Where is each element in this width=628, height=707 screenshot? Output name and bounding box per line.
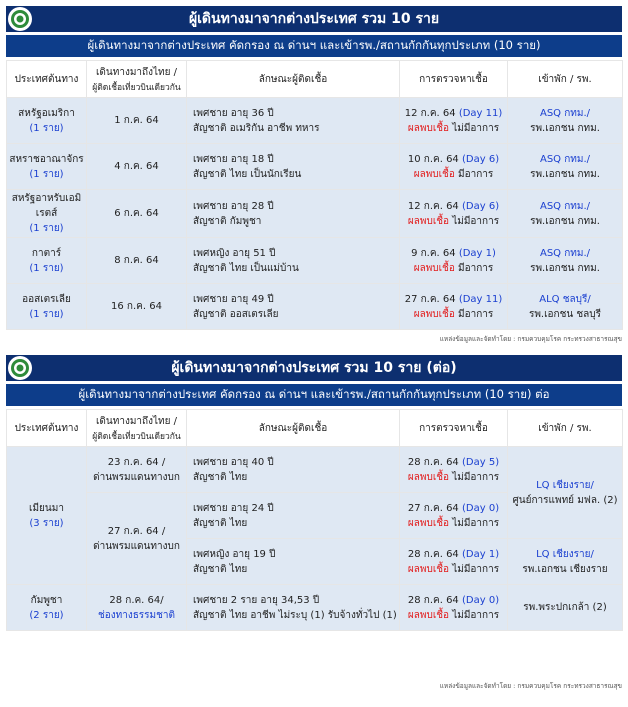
- case-count: (1 ราย): [29, 223, 64, 234]
- detail-line-1: เพศชาย อายุ 36 ปี: [193, 107, 274, 119]
- hospital: รพ.เอกชน กทม.: [530, 215, 600, 227]
- stay-cell: [508, 98, 623, 144]
- hospital: รพ.เอกชน กทม.: [530, 122, 600, 134]
- quarantine-place: LQ เชียงราย/: [536, 548, 594, 560]
- test-cell: [400, 447, 508, 493]
- test-cell: [400, 493, 508, 539]
- panel-1-subtitle: ผู้เดินทางมาจากต่างประเทศ คัดกรอง ณ ด่านฯ และเข้ารพ./สถานกักกันทุกประเภท (10 ราย): [6, 35, 622, 57]
- symptom-status: ไม่มีอาการ: [449, 517, 500, 529]
- test-date: 27 ก.ค. 64: [407, 502, 459, 514]
- test-result: ผลพบเชื้อ: [407, 122, 450, 134]
- source-note: แหล่งข้อมูลและจัดทำโดย : กรมควบคุมโรค กระทรวงสาธารณสุข: [439, 335, 622, 343]
- detail-line-1: เพศชาย อายุ 24 ปี: [193, 502, 274, 514]
- country-name: สหรัฐอเมริกา: [18, 107, 75, 119]
- symptom-status: มีอาการ: [454, 308, 494, 320]
- quarantine-place: ASQ กทม./: [539, 200, 591, 212]
- hospital: รพ.เอกชน ชลบุรี: [528, 308, 602, 320]
- table-row: [7, 447, 623, 493]
- table-row: [7, 238, 623, 284]
- arrival-date: 4 ก.ค. 64: [87, 144, 187, 190]
- stay-cell: [508, 539, 623, 585]
- test-date: 10 ก.ค. 64: [407, 153, 459, 165]
- test-day: (Day 6): [462, 200, 500, 212]
- country-cell: [7, 284, 87, 330]
- test-date: 27 ก.ค. 64: [404, 293, 456, 305]
- country-name: ออสเตรเลีย: [22, 293, 71, 305]
- test-cell: [400, 144, 508, 190]
- test-cell: [400, 238, 508, 284]
- arrival-channel: ด่านพรมแดนทางบก: [93, 471, 180, 483]
- table-row: [7, 190, 623, 238]
- test-date: 28 ก.ค. 64: [407, 456, 459, 468]
- case-count: (1 ราย): [29, 122, 64, 134]
- test-day: (Day 11): [458, 107, 503, 119]
- table-header-row: [7, 410, 623, 447]
- arrival-date: 8 ก.ค. 64: [87, 238, 187, 284]
- test-cell: [400, 284, 508, 330]
- detail-line-2: สัญชาติ ไทย เป็นแม่บ้าน: [193, 262, 299, 274]
- detail-line-1: เพศชาย อายุ 40 ปี: [193, 456, 274, 468]
- test-result: ผลพบเชื้อ: [407, 471, 450, 483]
- table-header-row: [7, 61, 623, 98]
- stay-cell: [508, 447, 623, 539]
- quarantine-place: LQ เชียงราย/: [536, 479, 594, 491]
- test-result: ผลพบเชื้อ: [413, 262, 455, 274]
- quarantine-place: ASQ กทม./: [539, 247, 591, 259]
- detail-line-2: สัญชาติ อเมริกัน อาชีพ ทหาร: [193, 122, 320, 134]
- test-day: (Day 1): [462, 548, 500, 560]
- country-name: สหรัฐอาหรับเอมิเรตส์: [11, 193, 82, 219]
- test-day: (Day 0): [462, 594, 500, 606]
- patient-detail: [187, 447, 400, 493]
- test-day: (Day 11): [458, 293, 503, 305]
- arrival-channel: ด่านพรมแดนทางบก: [93, 540, 180, 552]
- panel-1-table: [6, 60, 623, 330]
- symptom-status: ไม่มีอาการ: [449, 122, 500, 134]
- header-detail: ลักษณะผู้ติดเชื้อ: [187, 61, 400, 98]
- arrival-date: [87, 447, 187, 493]
- hospital: รพ.พระปกเกล้า (2): [523, 602, 607, 613]
- detail-line-2: สัญชาติ ออสเตรเลีย: [193, 308, 279, 320]
- quarantine-place: ASQ กทม./: [539, 153, 591, 165]
- header-stay: เข้าพัก / รพ.: [508, 410, 623, 447]
- panel-1-title-bar: [6, 6, 622, 32]
- header-country: ประเทศต้นทาง: [7, 410, 87, 447]
- arrival-date: [87, 585, 187, 631]
- test-date: 28 ก.ค. 64: [407, 548, 459, 560]
- header-stay: เข้าพัก / รพ.: [508, 61, 623, 98]
- country-cell: [7, 585, 87, 631]
- country-cell: [7, 144, 87, 190]
- source-note: แหล่งข้อมูลและจัดทำโดย : กรมควบคุมโรค กระทรวงสาธารณสุข: [439, 682, 622, 690]
- case-count: (1 ราย): [29, 262, 64, 274]
- symptom-status: ไม่มีอาการ: [449, 215, 500, 227]
- detail-line-2: สัญชาติ ไทย เป็นนักเรียน: [193, 168, 302, 180]
- arrival-channel: ช่องทางธรรมชาติ: [97, 609, 176, 621]
- test-day: (Day 6): [462, 153, 500, 165]
- symptom-status: มีอาการ: [454, 168, 494, 180]
- symptom-status: ไม่มีอาการ: [449, 563, 500, 575]
- country-name: เมียนมา: [29, 502, 64, 514]
- country-cell: [7, 190, 87, 238]
- header-country: ประเทศต้นทาง: [7, 61, 87, 98]
- symptom-status: ไม่มีอาการ: [449, 471, 500, 483]
- hospital: ศูนย์การแพทย์ มฟล. (2): [512, 494, 618, 506]
- detail-line-2: สัญชาติ ไทย: [193, 471, 248, 483]
- hospital: รพ.เอกชน กทม.: [530, 262, 600, 274]
- test-result: ผลพบเชื้อ: [413, 308, 455, 320]
- detail-line-2: สัญชาติ ไทย: [193, 563, 248, 575]
- ministry-logo-icon: [8, 7, 32, 31]
- stay-cell: [508, 585, 623, 631]
- symptom-status: ไม่มีอาการ: [449, 609, 500, 621]
- table-row: [7, 98, 623, 144]
- ministry-logo-icon: [8, 356, 32, 380]
- detail-line-1: เพศชาย อายุ 18 ปี: [193, 153, 274, 165]
- country-cell: [7, 98, 87, 144]
- country-name: กาตาร์: [31, 247, 62, 259]
- panel-2-table: [6, 409, 623, 631]
- arrival-date-line1: 28 ก.ค. 64/: [109, 594, 164, 606]
- country-name: กัมพูชา: [30, 594, 63, 606]
- header-arrival-line1: เดินทางมาถึงไทย /: [95, 415, 177, 427]
- header-test: การตรวจหาเชื้อ: [400, 410, 508, 447]
- header-arrival: [87, 61, 187, 98]
- panel-1: [6, 6, 622, 344]
- patient-detail: [187, 98, 400, 144]
- quarantine-place: ALQ ชลบุรี/: [539, 293, 591, 305]
- header-test: การตรวจหาเชื้อ: [400, 61, 508, 98]
- country-cell: [7, 238, 87, 284]
- table-row: [7, 144, 623, 190]
- test-date: 9 ก.ค. 64: [411, 247, 456, 259]
- arrival-date: 6 ก.ค. 64: [87, 190, 187, 238]
- country-name: สหราชอาณาจักร: [9, 153, 84, 165]
- quarantine-place: ASQ กทม./: [539, 107, 591, 119]
- test-date: 12 ก.ค. 64: [407, 200, 459, 212]
- symptom-status: มีอาการ: [454, 262, 494, 274]
- header-arrival: [87, 410, 187, 447]
- test-date: 12 ก.ค. 64: [404, 107, 456, 119]
- test-cell: [400, 585, 508, 631]
- patient-detail: [187, 493, 400, 539]
- test-date: 28 ก.ค. 64: [407, 594, 459, 606]
- detail-line-2: สัญชาติ กัมพูชา: [193, 215, 262, 227]
- stay-cell: [508, 284, 623, 330]
- detail-line-1: เพศชาย 2 ราย อายุ 34,53 ปี: [193, 594, 320, 606]
- arrival-date-line1: 23 ก.ค. 64 /: [107, 456, 166, 468]
- test-day: (Day 5): [462, 456, 500, 468]
- hospital: รพ.เอกชน เชียงราย: [522, 563, 608, 575]
- test-result: ผลพบเชื้อ: [413, 168, 455, 180]
- test-result: ผลพบเชื้อ: [407, 609, 450, 621]
- patient-detail: [187, 190, 400, 238]
- test-result: ผลพบเชื้อ: [407, 563, 450, 575]
- case-count: (2 ราย): [29, 609, 64, 621]
- patient-detail: [187, 144, 400, 190]
- header-detail: ลักษณะผู้ติดเชื้อ: [187, 410, 400, 447]
- test-result: ผลพบเชื้อ: [407, 215, 450, 227]
- detail-line-1: เพศหญิง อายุ 19 ปี: [193, 548, 276, 560]
- case-count: (3 ราย): [29, 517, 64, 529]
- patient-detail: [187, 284, 400, 330]
- detail-line-1: เพศชาย อายุ 49 ปี: [193, 293, 274, 305]
- table-row: [7, 284, 623, 330]
- arrival-date: 1 ก.ค. 64: [87, 98, 187, 144]
- test-day: (Day 1): [458, 247, 496, 259]
- case-count: (1 ราย): [29, 168, 64, 180]
- detail-line-1: เพศหญิง อายุ 51 ปี: [193, 247, 276, 259]
- stay-cell: [508, 144, 623, 190]
- country-cell: [7, 447, 87, 585]
- arrival-date-line1: 27 ก.ค. 64 /: [107, 525, 166, 537]
- test-cell: [400, 98, 508, 144]
- test-result: ผลพบเชื้อ: [407, 517, 450, 529]
- header-arrival-line2: ผู้ติดเชื้อเที่ยวบินเดียวกัน: [92, 82, 181, 93]
- header-arrival-line2: ผู้ติดเชื้อเที่ยวบินเดียวกัน: [92, 431, 181, 442]
- panel-2-title: ผู้เดินทางมาจากต่างประเทศ รวม 10 ราย (ต่อ): [171, 360, 457, 376]
- hospital: รพ.เอกชน กทม.: [530, 168, 600, 180]
- table-row: [7, 585, 623, 631]
- patient-detail: [187, 238, 400, 284]
- patient-detail: [187, 585, 400, 631]
- detail-line-2: สัญชาติ ไทย อาชีพ ไม่ระบุ (1) รับจ้างทั่วไป (1): [193, 609, 397, 621]
- patient-detail: [187, 539, 400, 585]
- test-day: (Day 0): [462, 502, 500, 514]
- detail-line-2: สัญชาติ ไทย: [193, 517, 248, 529]
- header-arrival-line1: เดินทางมาถึงไทย /: [95, 66, 177, 78]
- stay-cell: [508, 190, 623, 238]
- case-count: (1 ราย): [29, 308, 64, 320]
- test-cell: [400, 539, 508, 585]
- arrival-date: [87, 493, 187, 585]
- panel-2-subtitle: ผู้เดินทางมาจากต่างประเทศ คัดกรอง ณ ด่านฯ และเข้ารพ./สถานกักกันทุกประเภท (10 ราย) ต่อ: [6, 384, 622, 406]
- arrival-date: 16 ก.ค. 64: [87, 284, 187, 330]
- test-cell: [400, 190, 508, 238]
- panel-1-title: ผู้เดินทางมาจากต่างประเทศ รวม 10 ราย: [188, 11, 440, 27]
- stay-cell: [508, 238, 623, 284]
- detail-line-1: เพศชาย อายุ 28 ปี: [193, 200, 274, 212]
- panel-2-title-bar: [6, 355, 622, 381]
- panel-2: [6, 355, 622, 691]
